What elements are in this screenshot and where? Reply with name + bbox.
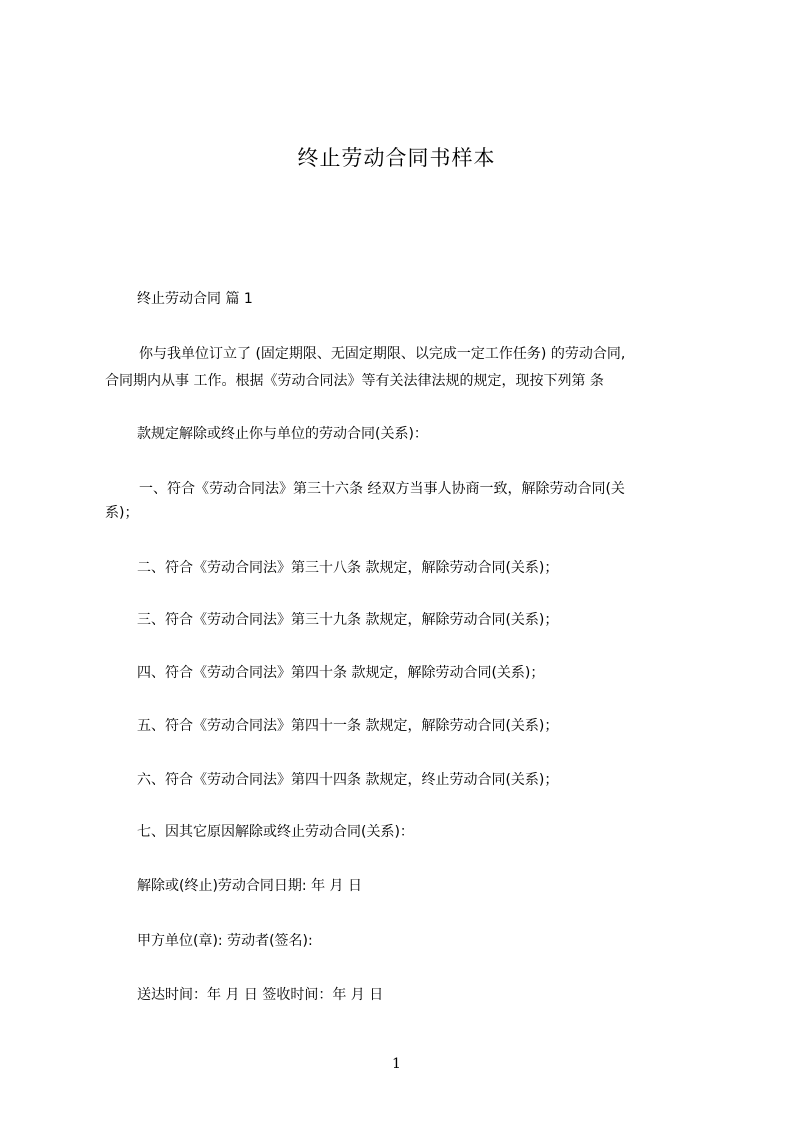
intro-line-1: 你与我单位订立了 (固定期限、无固定期限、以完成一定工作任务) 的劳动合同, <box>139 346 626 362</box>
item-7: 七、因其它原因解除或终止劳动合同(关系)： <box>137 824 414 840</box>
delivery-field: 送达时间：年 月 日 签收时间：年 月 日 <box>137 987 384 1003</box>
page-number: 1 <box>392 1056 401 1072</box>
item-1-line-2: 系)； <box>105 505 139 521</box>
termination-date-field: 解除或(终止)劳动合同日期: 年 月 日 <box>137 878 362 894</box>
document-title: 终止劳动合同书样本 <box>297 146 496 170</box>
item-3: 三、符合《劳动合同法》第三十九条 款规定，解除劳动合同(关系)； <box>137 612 559 628</box>
intro-line-2: 合同期内从事 工作。根据《劳动合同法》等有关法律法规的规定，现按下列第 条 <box>105 373 604 389</box>
intro-line-3: 款规定解除或终止你与单位的劳动合同(关系)： <box>137 426 428 442</box>
item-5: 五、符合《劳动合同法》第四十一条 款规定，解除劳动合同(关系)； <box>137 718 559 734</box>
item-6: 六、符合《劳动合同法》第四十四条 款规定，终止劳动合同(关系)； <box>137 772 559 788</box>
item-1-line-1: 一、符合《劳动合同法》第三十六条 经双方当事人协商一致，解除劳动合同(关 <box>139 481 625 497</box>
signature-field: 甲方单位(章): 劳动者(签名): <box>137 933 313 949</box>
item-2: 二、符合《劳动合同法》第三十八条 款规定，解除劳动合同(关系)； <box>137 560 559 576</box>
section-heading: 终止劳动合同 篇 1 <box>137 291 253 307</box>
item-4: 四、符合《劳动合同法》第四十条 款规定，解除劳动合同(关系)； <box>137 665 545 681</box>
